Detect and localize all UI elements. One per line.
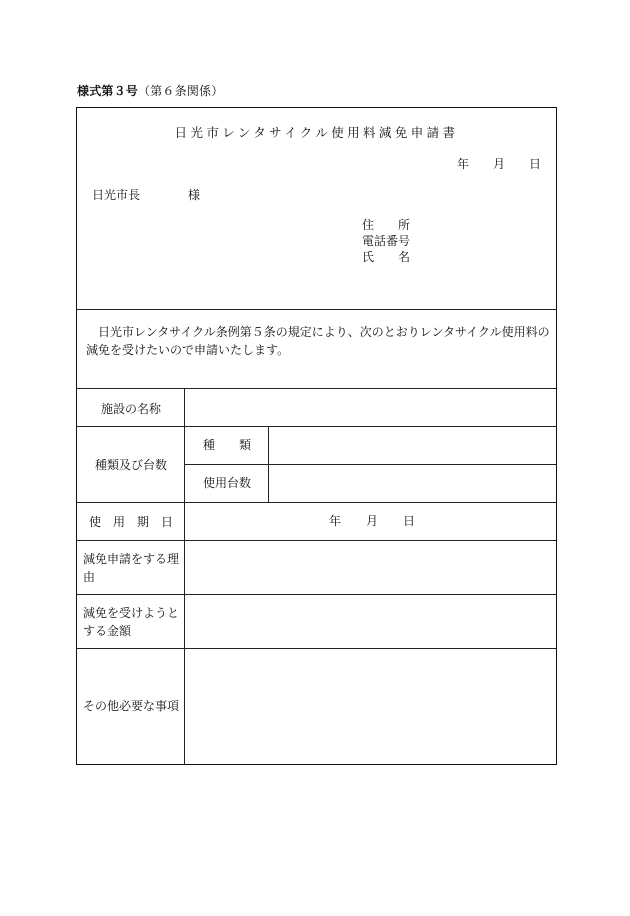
amount-label: 減免を受けようとする金額	[83, 606, 180, 638]
usage-date-day: 日	[403, 514, 416, 528]
usage-date-row-divider	[77, 540, 556, 541]
reason-row-divider	[77, 594, 556, 595]
application-statement: 日光市レンタサイクル条例第５条の規定により、次のとおりレンタサイクル使用料の減免を受けたいので申請いたします。	[86, 325, 550, 357]
form-number	[77, 82, 223, 99]
amount-row-divider	[77, 648, 556, 649]
form-frame	[76, 107, 557, 765]
applicant-address-label: 住 所	[362, 218, 411, 232]
type-count-label: 種類及び台数	[94, 458, 167, 472]
addressee: 日光市長	[92, 188, 141, 202]
table-label-column-line	[184, 388, 185, 764]
header-date-month: 月	[493, 157, 506, 171]
statement-divider	[77, 388, 556, 389]
other-matters-label: その他必要な事項	[83, 699, 180, 713]
facility-row-divider	[77, 426, 556, 427]
usage-date-label: 使 用 期 日	[88, 515, 173, 529]
type-count-row-divider	[77, 502, 556, 503]
header-divider	[77, 309, 556, 310]
usage-date-year: 年	[329, 514, 342, 528]
header-date-year: 年	[457, 157, 470, 171]
form-title: 日光市レンタサイクル使用料減免申請書	[174, 125, 459, 140]
header-date-day: 日	[529, 157, 542, 171]
applicant-name-label: 氏 名	[362, 250, 411, 264]
honorific: 様	[188, 188, 201, 202]
form-number-relation: （第６条関係）	[138, 84, 224, 98]
count-label: 使用台数	[203, 476, 252, 490]
type-count-inner-divider	[184, 464, 556, 465]
facility-name-label: 施設の名称	[100, 402, 161, 416]
form-number-label: 様式第３号	[77, 84, 139, 98]
reason-label: 減免申請をする理由	[83, 552, 180, 584]
usage-date-month: 月	[366, 514, 379, 528]
applicant-phone-label: 電話番号	[362, 234, 411, 248]
type-label: 種 類	[203, 438, 252, 452]
